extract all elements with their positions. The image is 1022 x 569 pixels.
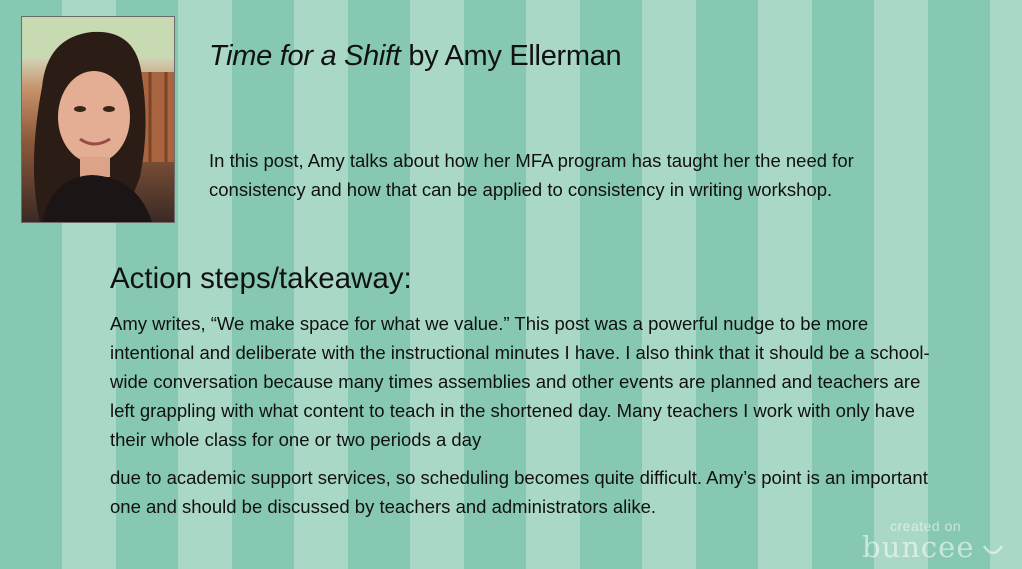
author-photo: [21, 16, 175, 223]
takeaway-text: [110, 309, 950, 521]
takeaway-paragraph-2: due to academic support services, so scheduling becomes quite difficult. Amy’s point is an important one and should be discussed by teachers and administrators alike.: [110, 467, 928, 517]
intro-paragraph: In this post, Amy talks about how her MFA program has taught her the need for consistency and how that can be applied to consistency in writing workshop.: [209, 150, 854, 200]
takeaway-paragraph-1: Amy writes, “We make space for what we value.” This post was a powerful nudge to be more intentional and deliberate with the instructional minutes I have. I also think that it should be a school-wide conversation because many times assemblies and other events are planned and teachers are left grappling with what content to teach in the shortened day. Many teachers I work with only have their whole class for one or two periods a day: [110, 313, 930, 450]
buncee-smile-icon: [982, 542, 1004, 558]
buncee-watermark: [862, 518, 1012, 568]
watermark-brand: buncee: [862, 530, 975, 564]
post-title: Time for a Shift: [209, 40, 401, 72]
post-author: by Amy Ellerman: [400, 40, 622, 72]
slide-title: [209, 40, 621, 73]
author-portrait-icon: [22, 17, 174, 222]
watermark-created-on: created on: [890, 518, 962, 534]
section-heading: Action steps/takeaway:: [110, 262, 412, 295]
